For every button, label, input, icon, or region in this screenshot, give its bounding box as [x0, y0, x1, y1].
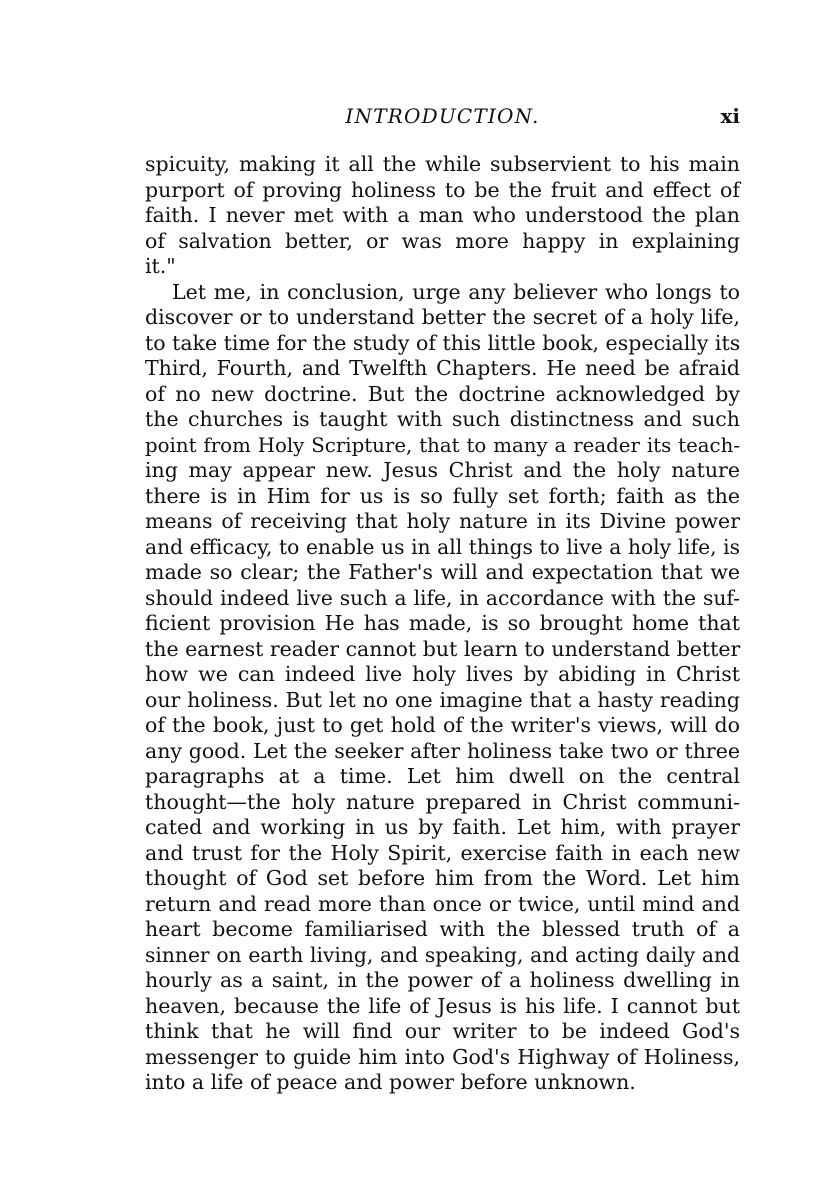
text-line: spicuity, making it all the while subservient to his main [145, 152, 740, 176]
running-title: INTRODUCTION. [345, 104, 540, 128]
text-line: point from Holy Scripture, that to many a reader its teach- [145, 433, 740, 457]
page-number: xi [720, 104, 740, 128]
text-line: cated and working in us by faith. Let him, with prayer [145, 815, 740, 839]
text-line: of the book, just to get hold of the writer's views, will do [145, 713, 740, 737]
text-line: sinner on earth living, and speaking, and acting daily and [145, 942, 740, 967]
text-line: heart become familiarised with the blessed truth of a [145, 917, 740, 941]
text-line: it." [145, 254, 176, 278]
text-line: faith. I never met with a man who understood the plan [145, 203, 740, 227]
text-line: Third, Fourth, and Twelfth Chapters. He need be afraid [145, 356, 740, 380]
text-line: means of receiving that holy nature in its Divine power [145, 509, 740, 533]
text-line: there is in Him for us is so fully set forth; faith as the [145, 483, 740, 508]
paragraph [145, 152, 740, 280]
text-line: purport of proving holiness to be the fruit and effect of [145, 177, 740, 202]
paragraph [145, 280, 740, 1096]
text-line: paragraphs at a time. Let him dwell on the central [145, 764, 740, 788]
text-line: discover or to understand better the secret of a holy life, [145, 305, 740, 329]
running-head [145, 104, 740, 134]
text-line: of no new doctrine. But the doctrine acknowledged by [145, 381, 740, 406]
text-line: Let me, in conclusion, urge any believer who longs to [172, 279, 740, 304]
text-line: thought—the holy nature prepared in Christ communi- [145, 789, 740, 814]
text-line: any good. Let the seeker after holiness take two or three [145, 738, 740, 763]
text-line: return and read more than once or twice, until mind and [145, 891, 740, 916]
text-line: the churches is taught with such distinctness and such [145, 407, 740, 431]
text-line: and trust for the Holy Spirit, exercise faith in each new [145, 840, 740, 865]
text-line: of salvation better, or was more happy in explaining [145, 228, 740, 253]
body-text [145, 152, 740, 1096]
text-line: our holiness. But let no one imagine that a hasty reading [145, 687, 740, 712]
text-line: thought of God set before him from the Word. Let him [145, 866, 740, 890]
text-line: should indeed live such a life, in accordance with the suf- [145, 585, 740, 610]
text-line: hourly as a saint, in the power of a holiness dwelling in [145, 968, 740, 992]
text-line: the earnest reader cannot but learn to understand better [145, 636, 741, 661]
text-line: think that he will find our writer to be indeed God's [145, 1019, 740, 1043]
text-line: and efficacy, to enable us in all things to live a holy life, is [145, 534, 740, 559]
text-line: heaven, because the life of Jesus is his life. I cannot but [145, 993, 740, 1018]
text-line: messenger to guide him into God's Highway of Holiness, [145, 1044, 740, 1069]
text-line: into a life of peace and power before unknown. [145, 1070, 636, 1094]
text-line: to take time for the study of this little book, especially its [145, 330, 741, 355]
text-line: ing may appear new. Jesus Christ and the holy nature [145, 458, 740, 482]
text-line: made so clear; the Father's will and expectation that we [145, 560, 740, 584]
text-line: how we can indeed live holy lives by abiding in Christ [145, 662, 740, 686]
text-line: ficient provision He has made, is so brought home that [145, 611, 740, 635]
